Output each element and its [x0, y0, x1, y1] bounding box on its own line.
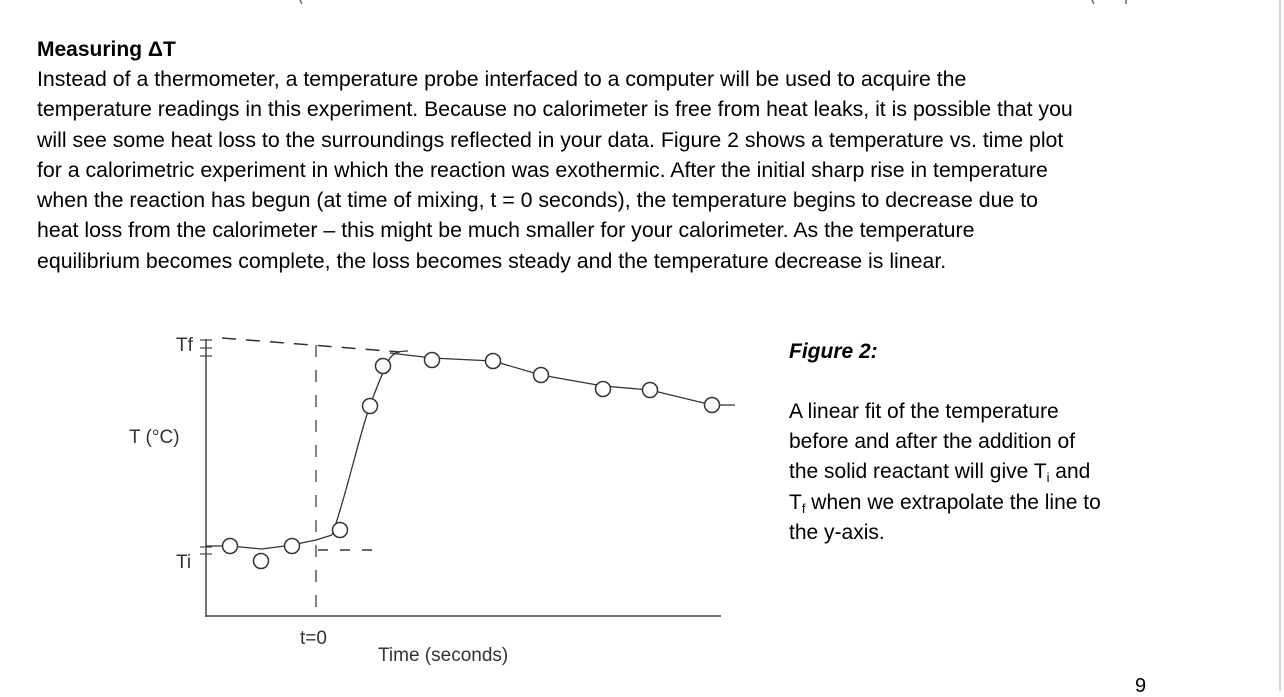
figure-caption-title: Figure 2:: [789, 340, 878, 363]
caption-line: [789, 397, 1101, 427]
data-point: [376, 359, 391, 374]
caption-text: A linear fit of the temperature: [789, 400, 1059, 423]
cooling-fit-line: [390, 353, 735, 405]
data-point: [643, 383, 658, 398]
data-point: [254, 554, 269, 569]
paragraph-line: equilibrium becomes complete, the loss becomes steady and the temperature decrease is linear.: [37, 248, 947, 273]
data-point: [333, 523, 348, 538]
paragraph-line: will see some heat loss to the surroundings reflected in your data. Figure 2 shows a temperature vs. time plot: [37, 127, 1064, 152]
data-point: [596, 382, 611, 397]
paragraph-line: Instead of a thermometer, a temperature probe interfaced to a computer will be used to acquire the: [37, 67, 967, 91]
caption-line: [789, 488, 1101, 518]
data-point: [486, 354, 501, 369]
data-point: [534, 368, 549, 383]
tf-label: Tf: [176, 335, 193, 356]
x-axis-label: Time (seconds): [378, 645, 509, 666]
data-points: [223, 353, 720, 569]
section-heading: Measuring ΔT: [37, 38, 176, 61]
caption-text: the solid reactant will give T: [789, 460, 1047, 484]
data-point: [705, 398, 720, 413]
t0-label: t=0: [300, 628, 327, 649]
data-point: [425, 353, 440, 368]
caption-line: [789, 427, 1101, 457]
caption-text: T: [789, 490, 802, 514]
data-point: [223, 539, 238, 554]
page-edge: [1279, 0, 1281, 691]
paragraph-line: for a calorimetric experiment in which the reaction was exothermic. After the initial sharp rise in temperature: [37, 157, 1048, 182]
y-axis-label: T (°C): [129, 427, 180, 448]
data-point: [363, 399, 378, 414]
subscript-f: f: [801, 500, 806, 516]
paragraph-line: temperature readings in this experiment. Because no calorimeter is free from heat leaks, it is possible that you: [37, 97, 1073, 122]
caption-line: [789, 457, 1101, 487]
paragraph-line: heat loss from the calorimeter – this might be much smaller for your calorimeter. As the temperature: [37, 218, 975, 243]
caption-text: the y-axis.: [789, 520, 885, 544]
ti-label: Ti: [176, 552, 192, 573]
data-point: [285, 539, 300, 554]
caption-text: before and after the addition of: [789, 430, 1076, 454]
caption-line: [789, 518, 1101, 548]
temperature-rise-curve: [332, 351, 408, 535]
tf-extrapolation-dashed-line: [222, 338, 400, 352]
caption-text: when we extrapolate the line to: [805, 490, 1101, 514]
subscript-i: i: [1046, 470, 1050, 486]
figure-caption: [789, 397, 1101, 548]
paragraph-line: when the reaction has begun (at time of mixing, t = 0 seconds), the temperature begins to decrease due to: [37, 188, 1038, 213]
caption-text: and: [1049, 460, 1091, 484]
page-number: 9: [1135, 675, 1147, 697]
